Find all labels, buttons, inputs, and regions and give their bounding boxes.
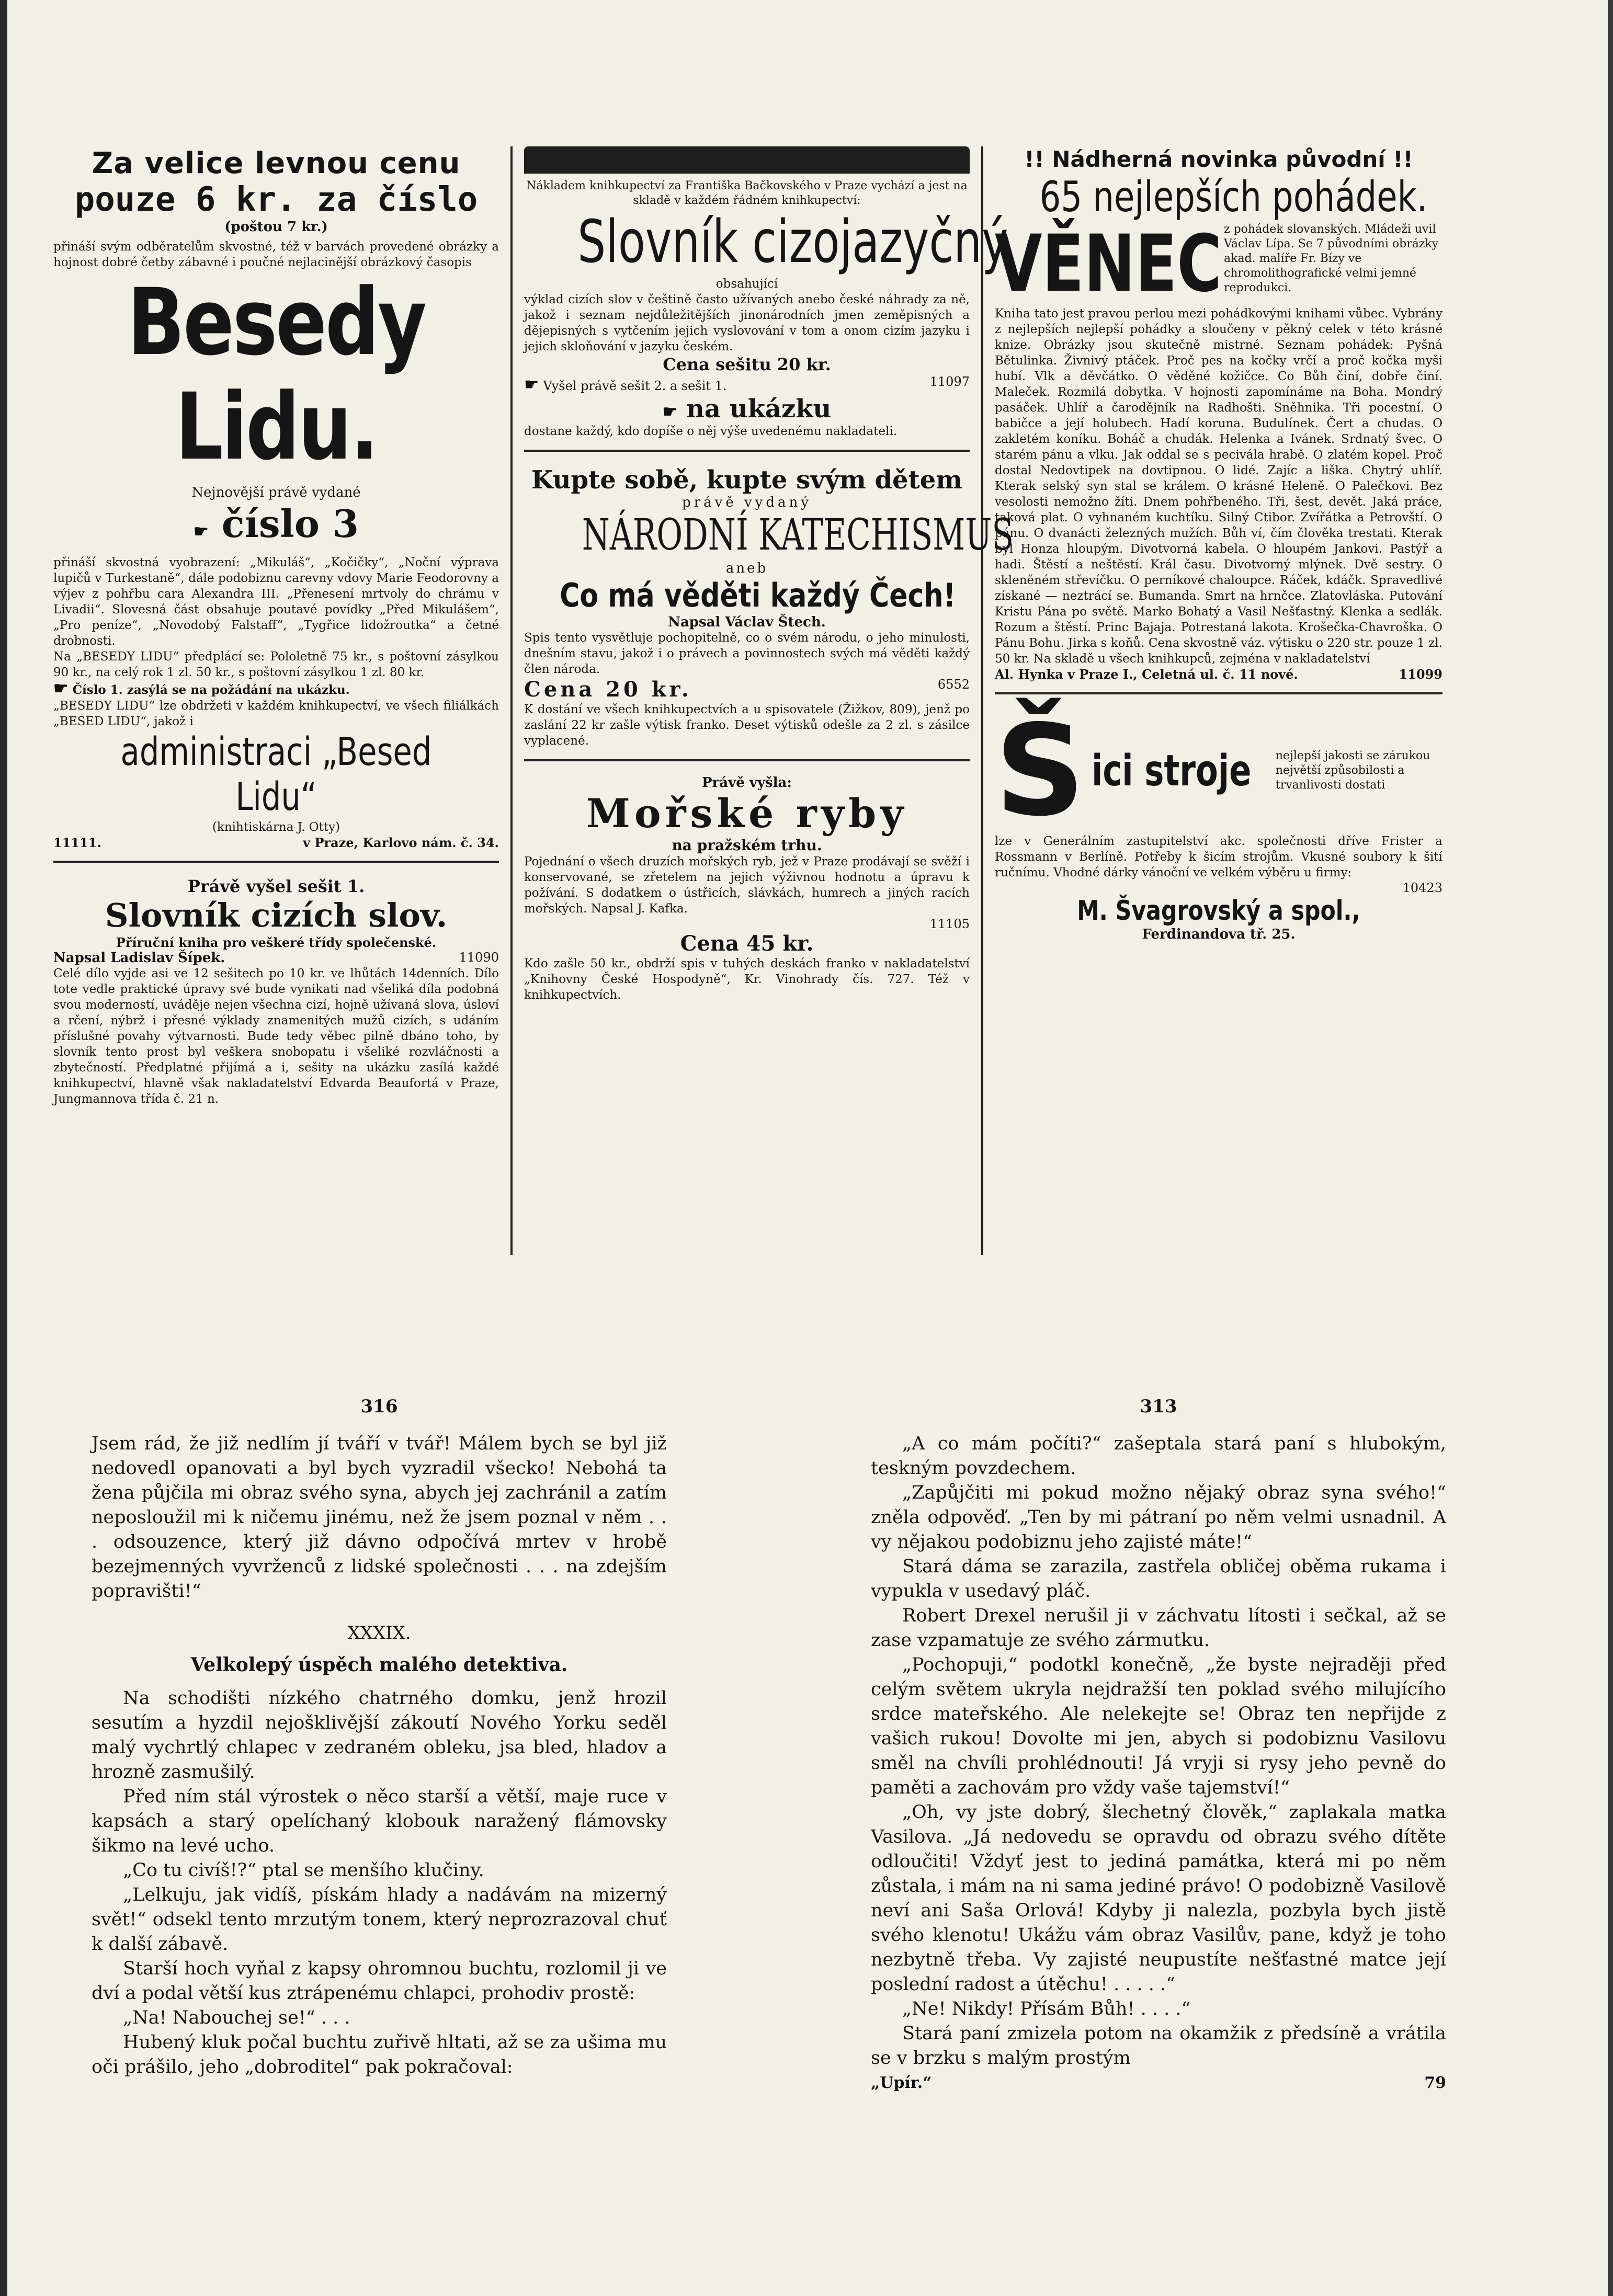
ad7-address: Ferdinandova tř. 25. <box>1142 927 1296 942</box>
ad1-newest: Nejnovější právě vydané <box>191 485 361 500</box>
page-number: 316 <box>360 1396 398 1417</box>
ad4-order: K dostání ve všech knihkupectvích a u spisovatele (Žižkov, 809), jenž po zaslání 22 kr zašle výtisk franko. Deset výtisků odešle za 2 zl. s zásilce vyplacené. <box>524 703 970 748</box>
novel-text <box>871 1432 1446 2071</box>
ad7-side-text: nejlepší jakosti se zárukou největší způsobilosti a trvanlivosti dostati <box>1275 749 1430 792</box>
ad5-headline: Právě vyšla: <box>702 775 792 791</box>
ad6-title: VĚNEC <box>995 219 1222 310</box>
ad1-price-line: pouze 6 kr. za číslo <box>74 180 478 219</box>
paragraph: „Co tu civíš!?“ ptal se menšího klučiny. <box>123 1860 484 1881</box>
chapter-title: Velkolepý úspěch malého detektiva. <box>190 1654 568 1676</box>
ad-besedy-lidu <box>53 146 499 863</box>
ad-sici-stroje <box>995 698 1442 953</box>
novel-text <box>92 1432 667 2080</box>
ad2-body: Celé dílo vyjde asi ve 12 sešitech po 10 kr. ve lhůtách 14denních. Dílo tote vedle praktické úpravy své bude vynikati nad všeliká díla podobná svou moderností, uváděje nejen všechna cizí, hojně užívaná slova, úsloví a rčení, nýbrž i přesné výklady znamenitých mužů cizích, s udáním příslušné povahy výtvarnosti. Bude tedy věbec pilně dbáno toho, by slovník tento prost byl veškera snobopatu i všeliké rozvláčnosti a zbytečností. Předplatné přijímá a i, sešity na ukázku zasílá každé knihkupectví, hlavně však nakladatelství Edvarda Beaufortá v Praze, Jungmannova třída č. 21 n. <box>53 967 499 1106</box>
ad5-code-row <box>524 917 970 931</box>
ad7-firm: M. Švagrovský a spol., <box>1077 895 1360 927</box>
ad1-sample-text: Číslo 1. zasýlá se na požádání na ukázku. <box>72 683 350 697</box>
ad1-printer: (knihtiskárna J. Otty) <box>212 820 340 834</box>
ad4-subtitle: Co má věděti každý Čech! <box>560 576 956 614</box>
advertisement-section <box>42 146 1454 1255</box>
ad3-body: výklad cizích slov v češtině často užívaných anebo české náhrady za ně, jakož i seznam nejdůležitějších jinonárodních jmen zeměpisných a dějepisných s vytčením jejich vyslovování v tom a onom cizím jazyku i jejich skloňování v jazyku českém. <box>524 293 970 353</box>
footer-title: „Upír.“ <box>871 2074 932 2092</box>
ad6-side-text: z pohádek slovanských. Mládeži uvil Václav Lípa. Se 7 původními obrázky akad. malíře Fr. Bízy ve chromolithografické velmi jemné reprodukci. <box>1224 223 1439 294</box>
paragraph: Jsem rád, že již nedlím jí tváří v tvář! Málem bych se byl již nedovedl opanovati a byl bych vyzradil všecko! Nebohá ta žena půjčila mi obraz svého syna, abych jej zachránil a zatím neposloužil mi k ničemu jinému, než že jsem poznal v něm . . . odsouzence, který již dávno odpočívá mrtev v hrobě bezejmenných vyvrženců z lidské společnosti . . . na zdejším popravišti!“ <box>92 1433 667 1602</box>
ad5-title: Mořské ryby <box>586 790 908 837</box>
ad3-bottom: dostane každý, kdo dopíše o něj výše uvedenému nakladateli. <box>524 425 897 438</box>
paragraph: „Ne! Nikdy! Přísám Bůh! . . . .“ <box>902 1998 1191 2019</box>
ad5-code: 11105 <box>929 917 970 931</box>
paragraph: Starší hoch vyňal z kapsy ohromnou buchtu, rozlomil ji ve dví a podal větší kus ztrápenému chlapci, prohodiv prostě: <box>92 1958 667 2004</box>
ad4-aneb: aneb <box>725 561 768 576</box>
ad6-code: 11099 <box>1399 667 1442 682</box>
paragraph: „Na! Nabouchej se!“ . . . <box>123 2007 350 2028</box>
ad-column-2 <box>513 146 1014 1255</box>
ad4-subheadline: právě vydaný <box>682 495 812 510</box>
paragraph: Stará dáma se zarazila, zastřela obličej oběma rukama i vypukla v usedavý pláč. <box>871 1556 1446 1602</box>
ad1-headline: Za velice levnou cenu <box>92 146 461 180</box>
ad3-sample <box>524 394 970 424</box>
ad6-publisher: Al. Hynka v Praze I., Celetná ul. č. 11 nové. <box>995 667 1298 682</box>
ad1-address: v Praze, Karlovo nám. č. 34. <box>303 835 499 850</box>
paragraph: Hubený kluk počal buchtu zuřivě hltati, až se za ušima mu oči prášilo, jeho „dobroditel“ pak pokračoval: <box>92 2032 667 2077</box>
ad4-price: Cena 20 kr. <box>524 677 692 702</box>
ad1-footer <box>53 835 499 850</box>
paragraph: „Pochopuji,“ podotkl konečně, „že byste nejraději před celým světem ukryla nejdražší ten poklad svého milujícího srdce mateřského. Ale nelekejte se! Obraz ten nepřijde z vašich rukou! Dovolte mi jen, abych si podobiznu Vasilovu směl na chvíli prohlédnouti! Já vryji si rysy jeho pevně do paměti a zachovám pro vždy vaše tajemství!“ <box>871 1654 1446 1798</box>
ad3-intro: Nákladem knihkupectví za Františka Bačkovského v Praze vychází a jest na skladě v každém řádném knihkupectví: <box>526 179 968 207</box>
ad5-subtitle: na pražském trhu. <box>672 837 822 854</box>
ad3-code: 11097 <box>929 374 970 389</box>
ad7-code-row <box>995 881 1442 895</box>
ad4-title: NÁRODNÍ KATECHISMUS <box>582 510 1014 560</box>
paragraph: Před ním stál výrostek o něco starší a větší, maje ruce v kapsách a starý opelíchaný klobouk naražený flámovsky šikmo na levé ucho. <box>92 1786 667 1856</box>
ad-narodni-katechismus <box>524 465 1014 761</box>
pointing-hand-icon: ☛ <box>53 678 69 698</box>
ad7-initial: Š <box>995 698 1085 844</box>
paragraph: Na schodišti nízkého chatrného domku, jenž hrozil sesutím a hyzdil nejošklivější zákoutí Nového Yorku seděl malý vychrtlý chlapec v zedraném obleku, jsa bled, hladov a hrozně zasmušilý. <box>92 1688 667 1783</box>
paragraph: „Oh, vy jste dobrý, šlechetný člověk,“ zaplakala matka Vasilova. „Já nedovedu se opravdu od obrazu svého dítěte odloučiti! Vždyť jest to jediná památka, která mi po něm zůstala, i mám na ni sama jediné právo! O podobizně Vasilově neví ani Saša Orlová! Kdyby ji nalezla, pozbyla bych jistě svého klenotu! Ukážu vám obraz Vasilův, pane, když je toho nezbytně třeba. Vy zajisté neupustíte nešťastné matce její poslední radost a útěchu! . . . . .“ <box>871 1802 1446 1995</box>
ad-column-3 <box>983 146 1454 1255</box>
ad-slovnik-cizojazycny <box>524 146 1008 452</box>
ad2-code: 11090 <box>459 950 499 965</box>
ad1-subscribe: Na „BESEDY LIDU“ předplácí se: Pololetně 75 kr., s poštovní zásylkou 90 kr., na celý rok 1 zl. 50 kr., s poštovní zásylkou 1 zl. 80 kr. <box>53 650 499 679</box>
ad4-author: Napsal Václav Štech. <box>668 614 826 630</box>
ad6-body: Kniha tato jest pravou perlou mezi pohádkovými knihami vůbec. Vybrány z nejlepších nejlepší pohádky a sloučeny v pěkný celek v této krásné knize. Obrázky jsou skutečně mistrné. Seznam pohádek: Pyšná Bětulinka. Živnivý ptáček. Proč pes na kočky vrčí a proč kočka myši hubí. Vlk a děvčátko. O věděné kožičce. Co Bůh činí, dobře činí. Maleček. Rozmilá dobytka. V hojnosti zapomínáme na Boha. Mondrý pasáček. Uhlíř a čarodějník na Radhošti. Sněhnika. Tři pocestní. O babičce a její holubech. Hadí koruna. Budulínek. Čert a chudas. O zakletém koníku. Boháč a chudák. Helenka a Ivánek. Srdnatý švec. O starém pánu a vlku. Jak oddal se s pecivála hrabě. O zlatém kopel. Proč dostal Nedovtipek na dovtipnou. O lidé. Zajíc a liška. Chytrý uhlíř. Kterak selský syn stal se králem. O krásné Heleně. O Palečkovi. Bez vesolosti nemožno žíti. Dnem pohřbeného. Tři, šest, devět. Jaká práce, taková plat. O vyhnaném kuchtíku. Silný Ctibor. Zvířátka a Petrovští. O pánu. O dvanácti železných mužích. Bůh ví, čím člověka trestati. Kterak byl Honza hloupým. Divotvorná kabela. O hloupém Jankovi. Pastýř a hadi. Štěstí a neštěstí. Král času. Divotvorný mlýnek. Dvě sestry. O skleněném střevíčku. O perníkové chaloupce. Ráček, kdáčk. Spravedlivé získané — neztrácí se. Bumanda. Smrt na hrnčce. Zlatovláska. Putování Kristu Pána po světě. Marko Bohatý a Vasil Nešťastný. Klenka a sedlák. Rozum a štěstí. Princ Bajaja. Potrestaná lakota. Krošečka-Chavroška. O Pánu Bohu. Jirka s koňů. Cena skvostně váz. výtisku o 220 str. pouze 1 zl. 50 kr. Na skladě u všech knihkupců, zejména v nakladatelství <box>995 307 1442 666</box>
ad7-body: lze v Generálním zastupitelství akc. společnosti dříve Frister a Rossmann v Berlíně. Potřeby k šicím strojům. Vkusné soubory k šití ručnímu. Vhodné dárky vánoční ve velkém výběru u firmy: <box>995 835 1442 879</box>
page-number: 313 <box>1140 1396 1177 1417</box>
footer-sheet-number: 79 <box>1424 2074 1446 2092</box>
ad1-body: přináší skvostná vyobrazení: „Mikuláš“, „Kočičky“, „Noční výprava lupičů v Turkestaně“, dále podobiznu carevny vdovy Marie Feodorovny a výjev z pohřbu cara Alexandra III. „Přenesení mrtvoly do chrámu v Livadii“. Slovesná část obsahuje poutavé povídky „Před Mikulášem“, „Pro peníze“, „Novodobý Falstaff“, „Tygřice lidožroutka“ a četné drobnosti. <box>53 556 499 648</box>
ad-column-1 <box>42 146 513 1255</box>
ad2-title: Slovník cizích slov. <box>105 896 448 934</box>
ad1-obtain: „BESEDY LIDU“ lze obdržeti v každém knihkupectví, ve všech filiálkách „BESED LIDU“, jakož i <box>53 699 499 728</box>
novel-page-left <box>92 1396 667 2080</box>
ad3-contains: obsahující <box>715 277 778 291</box>
ad4-headline: Kupte sobě, kupte svým dětem <box>531 465 963 495</box>
ad2-author: Napsal Ladislav Šípek. <box>53 950 225 966</box>
page-edge-right <box>1608 0 1613 2296</box>
ad2-author-row <box>53 950 499 966</box>
ad4-code: 6552 <box>937 677 970 692</box>
ad1-issue-number <box>53 500 499 555</box>
ad6-subheadline: 65 nejlepších pohádek. <box>1039 173 1428 221</box>
ad-morske-ryby <box>524 775 970 1013</box>
ad3-issued-text: Vyšel právě sešit 2. a sešit 1. <box>543 379 727 393</box>
paragraph: „Zapůjčiti mi pokud možno nějaký obraz syna svého!“ zněla odpověď. „Ten by mi pátraní po něm velmi usnadnil. A vy nějakou podobiznu jeho zajisté máte!“ <box>871 1482 1446 1552</box>
ad2-headline: Právě vyšel sešit 1. <box>187 876 365 896</box>
ad1-post-price: (poštou 7 kr.) <box>224 219 328 235</box>
ad6-title-block <box>995 219 1442 310</box>
ad3-issued <box>524 374 727 394</box>
ad3-price: Cena sešitu 20 kr. <box>663 355 831 374</box>
decorative-banner <box>524 146 970 174</box>
ad6-footer <box>995 667 1442 682</box>
ad1-intro: přináší svým odběratelům skvostné, též v barvách provedené obrázky a hojnost dobré četby zábavné i poučné nejlacinější obrázkový časopis <box>53 240 499 269</box>
ad3-sample-text: na ukázku <box>686 394 832 424</box>
ad4-body: Spis tento vysvětluje pochopitelně, co o svém národu, o jeho minulosti, dnešním stavu, jakož i o právech a povinnostech svých má věděti každý člen národa. <box>524 631 970 676</box>
ad4-price-row <box>524 677 970 702</box>
ad1-administration: administraci „Besed Lidu“ <box>120 729 432 819</box>
ad7-code: 10423 <box>1402 881 1442 895</box>
ad3-issued-row <box>524 374 970 394</box>
novel-page-right <box>871 1396 1446 2092</box>
ad2-subtitle: Příruční kniha pro veškeré třídy společenské. <box>116 935 437 950</box>
serial-novel-section <box>73 1396 1538 2254</box>
pointing-hand-icon: ☛ <box>524 374 539 394</box>
paragraph: „A co mám počíti?“ zašeptala stará paní s hlubokým, teskným povzdechem. <box>871 1433 1446 1479</box>
ad7-title: ici stroje <box>1091 746 1252 796</box>
paragraph: Stará paní zmizela potom na okamžik z předsíně a vrátila se v brzku s malým prostým <box>871 2023 1446 2069</box>
paragraph: Robert Drexel nerušil ji v záchvatu lítosti i sečkal, až se zase vzpamatuje ze svého zármutku. <box>871 1605 1446 1651</box>
ad1-code: 11111. <box>53 835 101 850</box>
page-edge-left <box>0 0 7 2296</box>
ad3-title: Slovník cizojazyčný <box>577 208 1008 276</box>
paragraph: „Lelkuju, jak vidíš, pískám hlady a nadávám na mizerný svět!“ odsekl tento mrzutým tonem, který neprozrazoval chuť k další zábavě. <box>92 1884 667 1955</box>
ad1-sample <box>53 680 499 698</box>
ad-slovnik-cizich-slov <box>53 876 499 1117</box>
ad5-price: Cena 45 kr. <box>680 931 814 956</box>
ad7-title-block <box>995 698 1442 844</box>
ad1-issue-label: číslo 3 <box>221 501 359 546</box>
pointing-hand-icon: ☛ <box>193 521 209 541</box>
page-footer <box>871 2074 1446 2092</box>
ad-venec-pohadek <box>995 146 1442 694</box>
ad1-title: Besedy Lidu. <box>127 269 425 481</box>
pointing-hand-icon: ☛ <box>662 402 678 421</box>
ad6-headline: !! Nádherná novinka původní !! <box>1024 146 1413 172</box>
ad5-body: Pojednání o všech druzích mořských ryb, jež v Praze prodávají se svěží i konservované, se zřetelem na jejich výživnou hodnotu a úpravu k požívání. S dodatkem o ústřicích, slávkách, humrech a jiných racích mořských. Napsal J. Kafka. <box>524 855 970 916</box>
chapter-number: XXXIX. <box>347 1623 411 1643</box>
ad5-order: Kdo zašle 50 kr., obdrží spis v tuhých deskách franko v nakladatelství „Knihovny České Hospodyně“, Kr. Vinohrady čís. 727. Též v knihkupectvích. <box>524 957 970 1002</box>
